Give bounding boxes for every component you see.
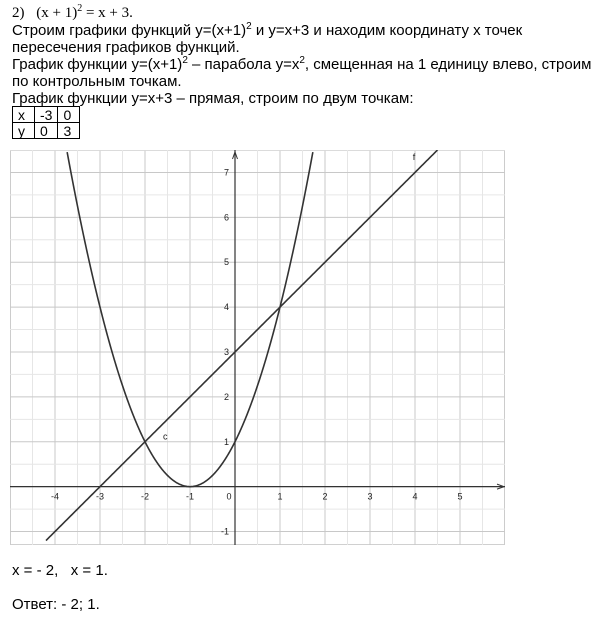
points-table [12,106,80,139]
paragraph-parabola-sup-b: 2 [299,55,305,66]
equation-formula-left: (x + 1) [36,5,78,21]
paragraph-parabola-sup-a: 2 [182,55,188,66]
function-graph [10,150,505,545]
series-label-f: f [412,151,416,162]
y-tick-label: -1 [220,526,229,537]
answer-text: Ответ: - 2; 1. [12,596,100,613]
paragraph-line [12,90,592,107]
points-table-cell: 3 [58,123,80,139]
y-tick-label: 5 [223,257,229,268]
paragraph-line-text: График функции y=x+3 – прямая, строим по двум точкам: [12,90,414,107]
paragraph-parabola-text-b: – парабола y=x [187,56,300,73]
solution-text: x = - 2, x = 1. [12,562,108,579]
x-tick-label: -2 [140,491,150,502]
equation-formula-right: = x + 3. [82,5,133,21]
points-table-cell: 0 [58,107,80,123]
paragraph-intro [12,22,592,56]
points-table-cell: x [13,107,35,123]
x-tick-label: 2 [322,491,328,502]
paragraph-parabola-text-c: , смещенная на 1 единицу влево, строим по контрольным точкам. [12,56,592,90]
y-tick-label: 6 [223,212,229,223]
x-tick-label: 5 [457,491,463,502]
y-tick-label: 4 [223,302,229,313]
x-tick-label: -1 [185,491,195,502]
series-label-c: c [163,431,168,442]
y-tick-label: 1 [223,436,229,447]
points-table-cell: -3 [35,107,58,123]
paragraph-intro-text-a: Строим графики функций y=(x+1) [12,22,247,39]
x-tick-label: 1 [277,491,283,502]
x-tick-label: -4 [50,491,60,502]
points-table-row-y [13,123,80,139]
paragraph-intro-text-b: и y=x+3 и находим координату x точек пересечения графиков функций. [12,22,523,56]
points-table-row-x [13,107,80,123]
paragraph-parabola-text-a: График функции y=(x+1) [12,56,183,73]
x-tick-label: 4 [412,491,418,502]
x-tick-label: 3 [367,491,373,502]
equation [12,4,133,22]
y-tick-label: 7 [223,167,229,178]
equation-number: 2) [12,5,25,21]
x-tick-label: 0 [226,491,232,502]
points-table-cell: 0 [35,123,58,139]
equation-formula-exponent: 2 [77,3,83,14]
y-tick-label: 3 [223,346,229,357]
paragraph-parabola [12,56,592,90]
points-table-cell: y [13,123,35,139]
paragraph-intro-sup: 2 [246,21,252,32]
x-tick-label: -3 [95,491,105,502]
y-tick-label: 2 [223,391,229,402]
